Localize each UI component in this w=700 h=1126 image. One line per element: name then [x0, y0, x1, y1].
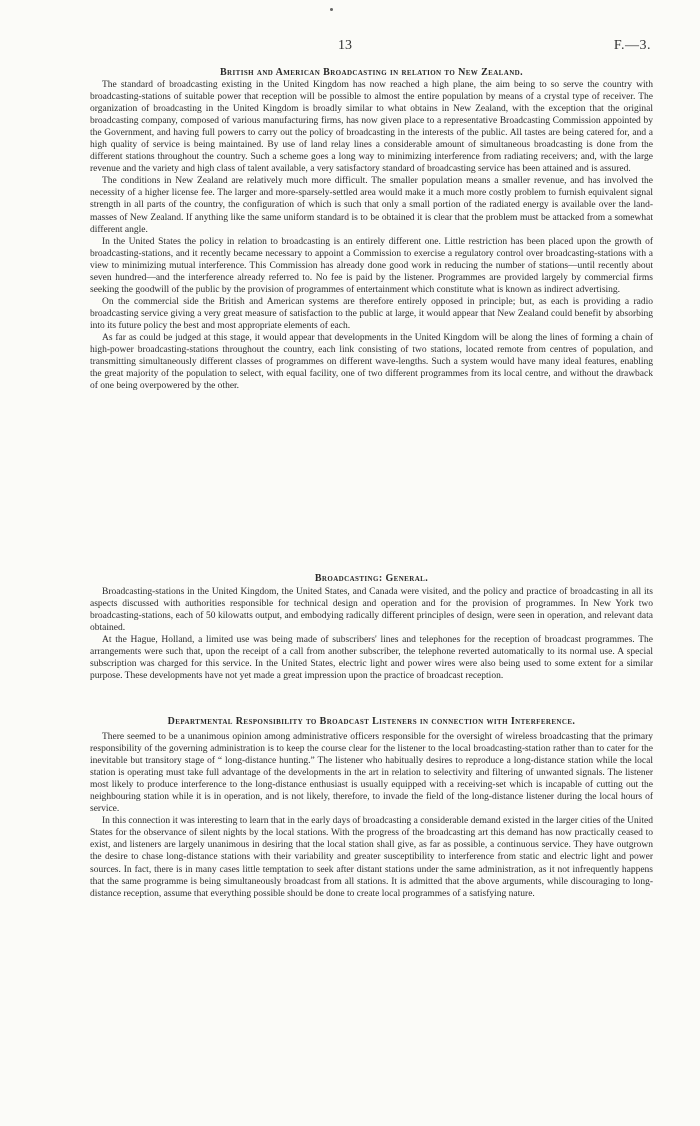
- paragraph: As far as could be judged at this stage, it would appear that developments in the United Kingdom will be along the lines of forming a chain of high-power broadcasting-stations throughout the country, each link consisting of two stations, located remote from centres of population, and transmitting simultaneously different classes of programmes on different wave-lengths. Such a system would have many ideal features, enabling the great majority of the population to select, with equal facility, one of two different programmes from its local centre, and without the drawback of one being overpowered by the other.: [90, 332, 653, 392]
- paragraph: There seemed to be a unanimous opinion among administrative officers responsible for the oversight of wireless broadcasting that the primary responsibility of the governing administration is to keep the course clear for the listener to the local broadcasting-station rather than to cater for the inevitable but transitory stage of “ long-distance hunting.” The listener who habitually desires to reproduce a long-distance station while the local station is operating must take full advantage of the developments in the art in relation to selectivity and filtering of unwanted signals. The listener most likely to produce interference to the long-distance enthusiast is usually equipped with a receiving-set which is incapable of cutting out the neighbouring station while it is in operation, and is not likely, therefore, to invade the field of the long-distance listener during the local hours of service.: [90, 732, 653, 815]
- paragraph: The conditions in New Zealand are relatively much more difficult. The smaller population means a smaller revenue, and has involved the necessity of a higher license fee. The larger and more-sparsely-settled area would make it a much more costly problem to furnish equivalent signal strength in all parts of the country, the configuration of which is such that only a small portion of the radiated energy is available over the land-masses of New Zealand. If anything like the same uniform standard is to be obtained it is clear that the problem must be attacked from a somewhat different angle.: [90, 176, 653, 235]
- page-mark: [330, 8, 333, 11]
- paragraph: The standard of broadcasting existing in the United Kingdom has now reached a high plane, the aim being to so serve the country with broadcasting-stations of suitable power that reception will be possible to almost the entire population by means of a crystal type of receiver. The organization of broadcasting in the United Kingdom is broadly similar to what obtains in New Zealand, with the exception that the original broadcasting company, composed of various manufacturing firms, has now given place to a representative Broadcasting Commission appointed by the Government, and having full powers to carry out the policy of broadcasting in the interests of the public. All tastes are being catered for, and a high quality of service is being maintained. By use of land relay lines a considerable amount of simultaneous broadcasting is done from the different stations throughout the country. Such a scheme goes a long way to minimizing interference from radiating receivers; and, with the large revenue and the variety and high class of talent available, a very satisfactory standard of broadcasting service has been attained and is assured.: [90, 80, 653, 175]
- section-body: [90, 731, 653, 900]
- section-body: [90, 79, 653, 392]
- section-heading: British and American Broadcasting in relation to New Zealand.: [219, 67, 524, 78]
- paragraph: On the commercial side the British and American systems are therefore entirely opposed in principle; but, as each is providing a radio broadcasting service giving a very great measure of satisfaction to the public at large, it would appear that New Zealand could benefit by absorbing into its future policy the best and most appropriate elements of each.: [90, 296, 653, 331]
- paragraph: Broadcasting-stations in the United Kingdom, the United States, and Canada were visited, and the policy and practice of broadcasting in all its aspects discussed with authorities responsible for technical design and operation and for the provision of programmes. In New York two broadcasting-stations, each of 50 kilowatts output, and embodying radically different principles of design, were seen in operation, and relevant data obtained.: [90, 587, 653, 634]
- document-reference: F.—3.: [613, 38, 651, 53]
- section-heading: Departmental Responsibility to Broadcast Listeners in connection with Interference.: [167, 716, 576, 727]
- paragraph: In this connection it was interesting to learn that in the early days of broadcasting a considerable demand existed in the larger cities of the United States for the observance of silent nights by the local stations. With the progress of the broadcasting art this demand has now practically ceased to exist, and listeners are largely unanimous in desiring that the local station shall give, as far as possible, a continuous service. They have outgrown the desire to chase long-distance stations with their variability and greater susceptibility to interference from static and electric light and power sources. In fact, there is in many cases little temptation to seek after distant stations under the same administration, as it not infrequently happens that the same programme is being simultaneously broadcast from all stations. It is admitted that the above arguments, while discouraging to long-distance reception, assume that everything possible should be done to create local programmes of a satisfying nature.: [90, 816, 653, 899]
- section-body: [90, 586, 653, 682]
- paragraph: In the United States the policy in relation to broadcasting is an entirely different one. Little restriction has been placed upon the growth of broadcasting-stations, and it recently became necessary to appoint a Commission to exercise a regulatory control over broadcasting-stations with a view to minimizing mutual interference. This Commission has already done good work in reducing the number of stations—until recently about seven hundred—and the interference already referred to. No fee is paid by the listener. Programmes are provided largely by commercial firms seeking the goodwill of the public by the provision of programmes of entertainment which constitute what is known as indirect advertising.: [90, 236, 653, 295]
- page-number: 13: [338, 38, 352, 53]
- paragraph: At the Hague, Holland, a limited use was being made of subscribers' lines and telephones for the reception of broadcast programmes. The arrangements were such that, upon the receipt of a call from another subscriber, the telephone reverted automatically to its normal use. A special subscription was charged for this service. In the United States, electric light and power wires were also being used to some extent for a similar purpose. These developments have not yet made a great impression upon the practice of broadcast reception.: [90, 635, 653, 682]
- section-heading: Broadcasting: General.: [314, 573, 429, 584]
